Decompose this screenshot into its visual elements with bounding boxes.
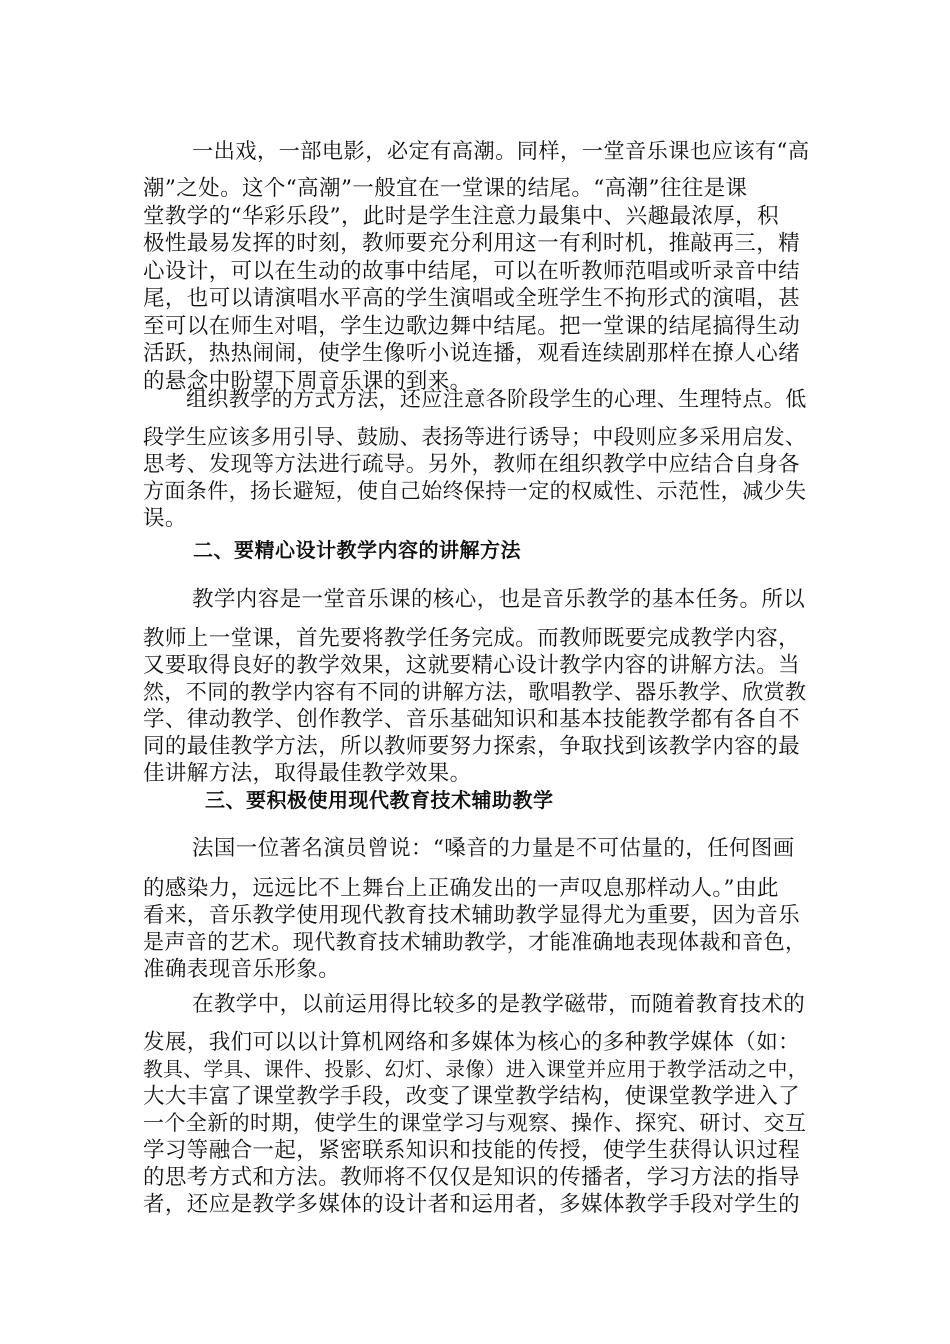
section-heading: 二、要精心设计教学内容的讲解方法 [193, 538, 521, 562]
paragraph-1-line: 的悬念中盼望下周音乐课的到来。 [143, 369, 472, 394]
paragraph-4-first-line: 法国一位著名演员曾说：“嗓音的力量是不可估量的，任何图画 [192, 836, 795, 861]
paragraph-1-line: 至可以在师生对唱，学生边歌边舞中结尾。把一堂课的结尾搞得生动 [143, 314, 801, 339]
paragraph-3-line: 学、律动教学、创作教学、音乐基础知识和基本技能教学都有各自不 [143, 707, 801, 732]
paragraph-4-line: 看来，音乐教学使用现代教育技术辅助教学显得尤为重要，因为音乐 [143, 903, 801, 928]
paragraph-3-line: 然，不同的教学内容有不同的讲解方法，歌唱教学、器乐教学、欣赏教 [143, 680, 807, 704]
paragraph-5-line: 学习等融合一起，紧密联系知识和技能的传授，使学生获得认识过程 [143, 1138, 801, 1163]
paragraph-5-line: 的思考方式和方法。教师将不仅仅是知识的传播者，学习方法的指导 [143, 1165, 801, 1190]
paragraph-3-line: 同的最佳教学方法，所以教师要努力探索，争取找到该教学内容的最 [143, 734, 801, 759]
paragraph-1-line: 活跃，热热闹闹，使学生像听小说连播，观看连续剧那样在撩人心绪 [143, 341, 801, 366]
paragraph-1-line: 极性最易发挥的时刻，教师要充分利用这一有利时机，推敲再三，精 [143, 231, 801, 256]
paragraph-5-first-line: 在教学中，以前运用得比较多的是教学磁带，而随着教育技术的 [192, 992, 806, 1017]
paragraph-1-first-line: 一出戏，一部电影，必定有高潮。同样，一堂音乐课也应该有“高 [192, 139, 810, 164]
paragraph-2-line: 思考、发现等方法进行疏导。另外，教师在组织教学中应结合自身各 [143, 452, 801, 477]
paragraph-5-line: 一个全新的时期，使学生的课堂学习与观察、操作、探究、研讨、交互 [143, 1111, 807, 1135]
paragraph-1-line: 尾，也可以请演唱水平高的学生演唱或全班学生不拘形式的演唱，甚 [143, 286, 801, 311]
paragraph-2-line: 误。 [143, 506, 187, 531]
paragraph-2-first-line: 组织教学的方式方法，还应注意各阶段学生的心理、生理特点。低 [186, 387, 807, 411]
paragraph-5-line: 者，还应是教学多媒体的设计者和运用者，多媒体教学手段对学生的 [143, 1192, 801, 1217]
paragraph-5-line: 大大丰富了课堂教学手段，改变了课堂教学结构，使课堂教学进入了 [143, 1084, 801, 1109]
paragraph-1-line: 心设计，可以在生动的故事中结尾，可以在听教师范唱或听录音中结 [143, 259, 801, 284]
section-heading: 三、要积极使用现代教育技术辅助教学 [205, 788, 554, 812]
paragraph-1-line: 堂教学的“华彩乐段”，此时是学生注意力最集中、兴趣最浓厚，积 [143, 204, 779, 229]
paragraph-1-line: 潮”之处。这个“高潮”一般宜在一堂课的结尾。“高潮”往往是课 [143, 176, 748, 201]
paragraph-2-line: 方面条件，扬长避短，使自己始终保持一定的权威性、示范性，减少失 [143, 479, 807, 503]
paragraph-4-line: 的感染力，远远比不上舞台上正确发出的一声叹息那样动人。”由此 [143, 876, 779, 901]
paragraph-4-line: 准确表现音乐形象。 [143, 957, 341, 982]
paragraph-5-line: 教具、学具、课件、投影、幻灯、录像）进入课堂并应用于教学活动之中， [143, 1058, 808, 1081]
paragraph-2-line: 段学生应该多用引导、鼓励、表扬等进行诱导；中段则应多采用启发、 [143, 425, 807, 449]
paragraph-3-line: 佳讲解方法，取得最佳教学效果。 [143, 761, 472, 786]
paragraph-3-line: 又要取得良好的教学效果，这就要精心设计教学内容的讲解方法。当 [143, 653, 801, 678]
paragraph-4-line: 是声音的艺术。现代教育技术辅助教学，才能准确地表现体裁和音色， [143, 930, 807, 954]
paragraph-3-first-line: 教学内容是一堂音乐课的核心，也是音乐教学的基本任务。所以 [192, 587, 806, 612]
paragraph-3-line: 教师上一堂课，首先要将教学任务完成。而教师既要完成教学内容， [143, 626, 801, 651]
paragraph-5-line: 发展，我们可以以计算机网络和多媒体为核心的多种教学媒体（如： [143, 1030, 801, 1055]
